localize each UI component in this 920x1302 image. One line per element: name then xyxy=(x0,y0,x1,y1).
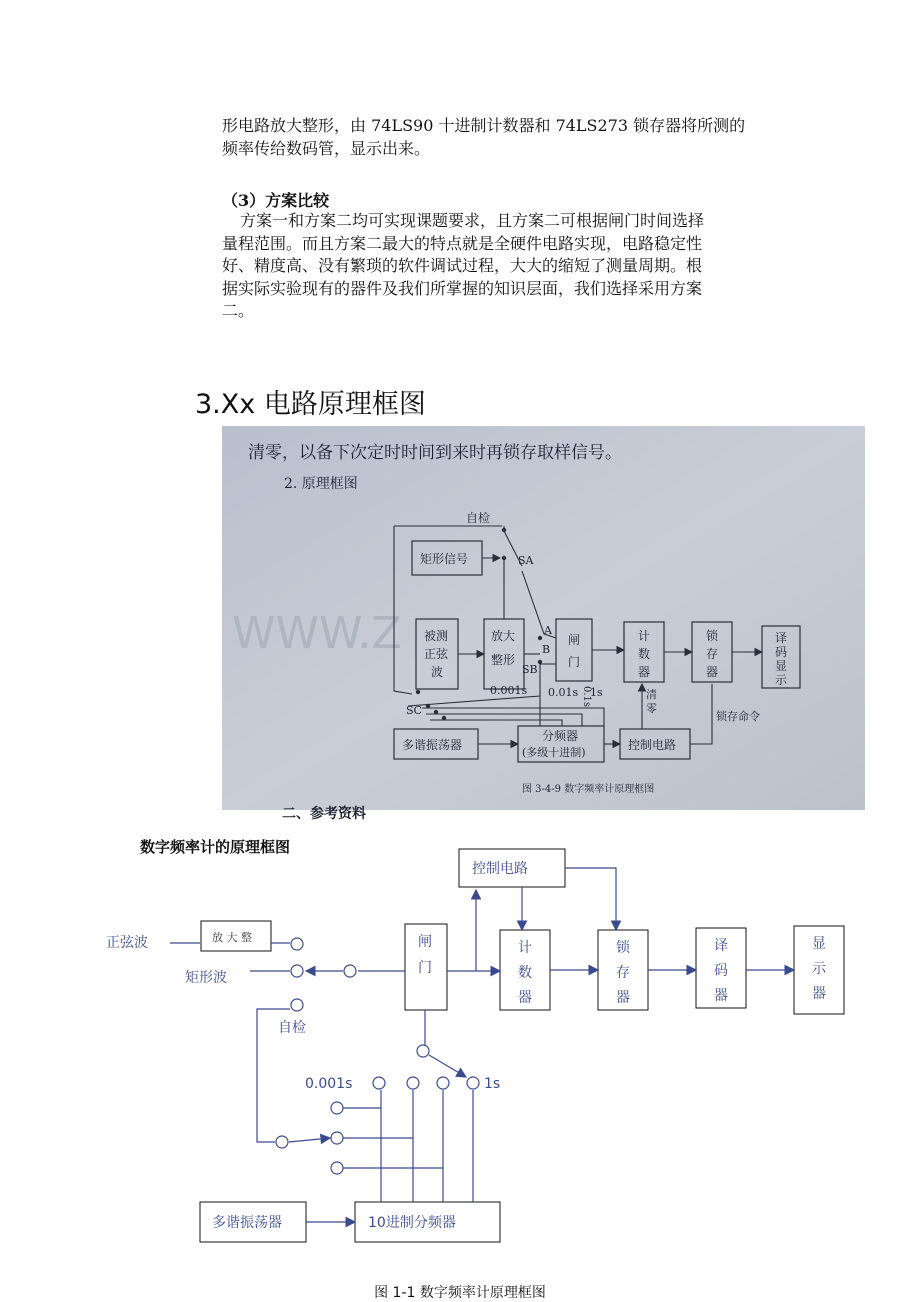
photo-amp-2: 整形 xyxy=(491,653,516,667)
photo-clear-2: 零 xyxy=(646,702,657,715)
diag-t1-label: 1s xyxy=(484,1076,501,1092)
diag-self-check-label: 自检 xyxy=(278,1020,306,1036)
photo-rect-signal: 矩形信号 xyxy=(420,552,469,566)
comparison-line-4: 据实际实验现有的器件及我们所掌握的知识层面，我们选择采用方案 xyxy=(222,278,703,298)
diag-node-gate-in xyxy=(344,965,356,977)
photo-latch-2: 存 xyxy=(706,647,719,661)
photo-t0001: 0.001s xyxy=(490,684,528,697)
diag-decoder-3: 器 xyxy=(714,988,728,1004)
section-title: 3.Xx 电路原理框图 xyxy=(195,389,426,420)
block-diagram xyxy=(0,820,920,1280)
photo-t001: 0.01s xyxy=(548,686,579,699)
comparison-paragraph xyxy=(222,210,782,323)
comparison-line-3: 好、精度高、没有繁琐的软件调试过程，大大的缩短了测量周期。根 xyxy=(222,256,703,275)
comparison-line-5: 二。 xyxy=(222,301,255,320)
figure-caption: 图 1-1 数字频率计原理框图 xyxy=(374,1285,546,1301)
diag-gate-1: 闸 xyxy=(418,934,432,950)
photo-gate-2: 门 xyxy=(568,655,581,669)
diag-node-sel-3 xyxy=(331,1162,343,1174)
diag-display-1: 显 xyxy=(812,936,826,952)
photo-t1: 1s xyxy=(590,686,603,699)
photo-amp-1: 放大 xyxy=(491,629,516,643)
photo-sub-heading: 2. 原理框图 xyxy=(284,476,358,492)
photo-decode-3: 显 xyxy=(775,659,788,673)
diag-t0001-label: 0.001s xyxy=(305,1076,353,1092)
diag-counter-2: 数 xyxy=(518,965,532,981)
photo-watermark: WWW.Z xyxy=(232,608,402,659)
intro-line-1: 形电路放大整形，由 74LS90 十进制计数器和 74LS273 锁存器将所测的 xyxy=(222,116,746,135)
textbook-photo xyxy=(222,426,865,822)
intro-line-2: 频率传给数码管，显示出来。 xyxy=(222,138,431,158)
photo-multivibrator: 多谐振荡器 xyxy=(402,738,463,752)
diag-display-3: 器 xyxy=(812,986,826,1002)
photo-divider: 分频器 xyxy=(542,729,579,743)
comparison-line-2: 量程范围。而且方案二最大的特点就是全硬件电路实现，电路稳定性 xyxy=(222,233,703,253)
photo-sb: SB xyxy=(522,663,538,676)
diag-multivibrator-label: 多谐振荡器 xyxy=(212,1215,282,1231)
diag-node-sel-2 xyxy=(331,1132,343,1144)
diag-sine-label: 正弦波 xyxy=(106,935,148,951)
diag-latch-3: 器 xyxy=(616,990,630,1006)
diag-decoder-1: 译 xyxy=(714,938,728,954)
photo-b: B xyxy=(542,643,551,656)
photo-clear-1: 清 xyxy=(646,688,657,701)
photo-sine-2: 正弦 xyxy=(424,647,449,661)
diag-node-self-check xyxy=(291,999,303,1011)
photo-sine-1: 被测 xyxy=(424,629,449,643)
photo-counter-3: 器 xyxy=(638,665,651,679)
photo-self-check: 自检 xyxy=(466,511,491,525)
intro-paragraph xyxy=(222,115,782,160)
photo-t01: 0.1s xyxy=(581,686,592,708)
diag-node-sel-1 xyxy=(331,1102,343,1114)
diag-amp-label: 放 大 整 xyxy=(212,931,252,944)
photo-sc: SC xyxy=(406,704,422,717)
diag-latch-2: 存 xyxy=(616,965,630,981)
diag-node-gate-switch xyxy=(417,1045,429,1057)
photo-decode-2: 码 xyxy=(775,645,788,659)
photo-decode-1: 译 xyxy=(775,631,788,645)
diag-node-t0001 xyxy=(373,1077,385,1089)
diag-display-2: 示 xyxy=(812,961,826,977)
photo-decode-4: 示 xyxy=(775,673,788,687)
diag-node-square xyxy=(291,965,303,977)
photo-latch-cmd: 锁存命令 xyxy=(716,710,760,723)
photo-bottom-cut: 二、参考资料 xyxy=(282,806,366,822)
diag-control-label: 控制电路 xyxy=(472,861,528,877)
diagram-title: 数字频率计的原理框图 xyxy=(140,838,291,856)
photo-latch-1: 锁 xyxy=(706,629,719,643)
comparison-heading: （3）方案比较 xyxy=(222,191,330,210)
diag-node-amp-out xyxy=(291,938,303,950)
photo-divider-sub: (多级十进制) xyxy=(522,746,586,759)
comparison-line-1: 方案一和方案二均可实现课题要求，且方案二可根据闸门时间选择 xyxy=(240,211,705,230)
photo-top-line: 清零，以备下次定时时间到来时再锁存取样信号。 xyxy=(248,443,622,463)
photo-a: A xyxy=(544,624,552,637)
diag-decoder-2: 码 xyxy=(714,963,728,979)
diag-node-t1 xyxy=(467,1077,479,1089)
diag-divider-label: 10进制分频器 xyxy=(368,1215,456,1231)
diag-node-t01 xyxy=(437,1077,449,1089)
photo-control: 控制电路 xyxy=(628,738,677,752)
diag-latch-1: 锁 xyxy=(616,940,630,956)
photo-sa: SA xyxy=(518,554,534,567)
diag-node-check-switch xyxy=(276,1136,288,1148)
photo-gate-1: 闸 xyxy=(568,633,581,647)
diag-counter-1: 计 xyxy=(518,940,532,956)
photo-caption: 图 3-4-9 数字频率计原理框图 xyxy=(522,784,655,795)
diag-square-label: 矩形波 xyxy=(185,970,227,986)
photo-counter-2: 数 xyxy=(638,647,651,661)
photo-counter-1: 计 xyxy=(638,629,651,643)
photo-sine-3: 波 xyxy=(431,665,444,679)
diag-gate-2: 门 xyxy=(418,960,432,976)
diag-node-t001 xyxy=(407,1077,419,1089)
diag-counter-3: 器 xyxy=(518,990,532,1006)
photo-latch-3: 器 xyxy=(706,665,719,679)
